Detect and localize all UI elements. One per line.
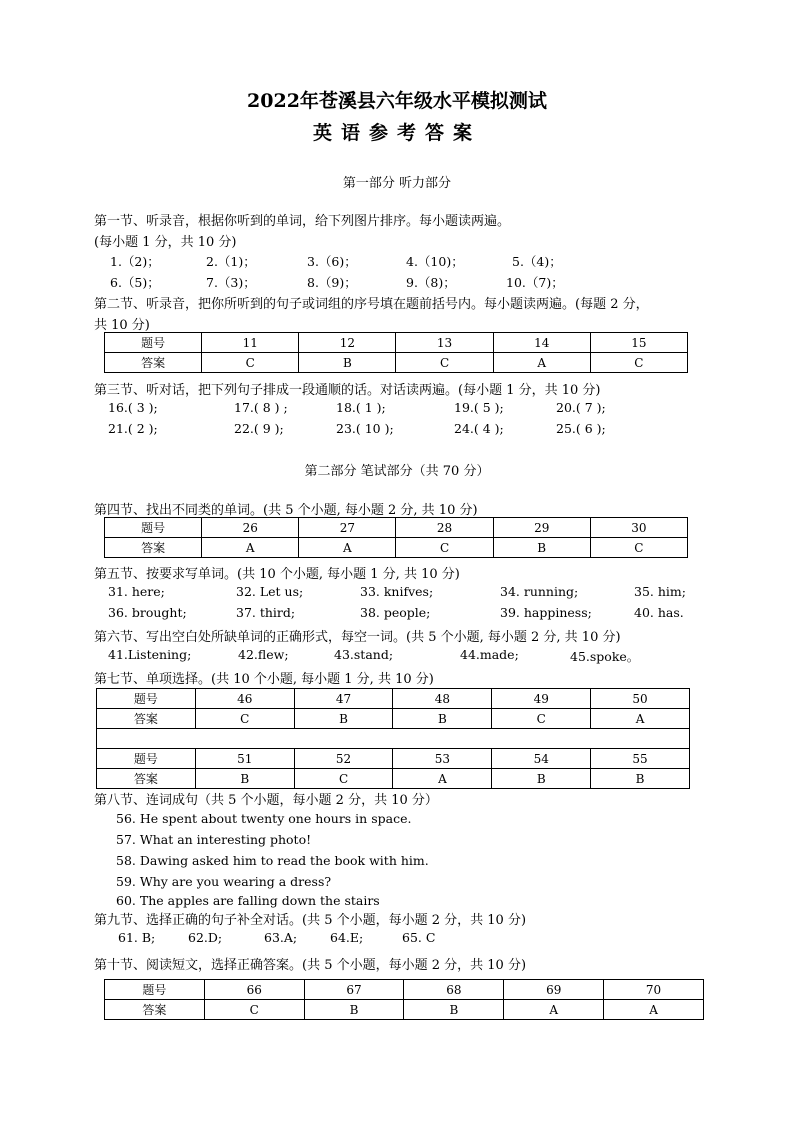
part2-title: 第二部分 笔试部分（共 70 分） xyxy=(304,464,490,479)
answer-item: 24.( 4 ); xyxy=(454,421,504,436)
section7-heading: 第七节、单项选择。(共 10 个小题, 每小题 1 分, 共 10 分) xyxy=(94,672,434,687)
section1-score: (每小题 1 分，共 10 分) xyxy=(94,235,237,250)
answer-item: 19.( 5 ); xyxy=(454,400,504,415)
section1-heading: 第一节、听录音，根据你听到的单词，给下列图片排序。每小题读两遍。 xyxy=(94,214,511,229)
question-number: 66 xyxy=(204,980,304,1000)
row-label: 题号 xyxy=(105,333,202,353)
table-row xyxy=(105,353,688,373)
table-row xyxy=(105,333,688,353)
answer-cell: B xyxy=(294,709,393,729)
answer-cell: A xyxy=(202,538,299,558)
question-number: 48 xyxy=(393,689,492,709)
answer-cell: C xyxy=(396,353,493,373)
answer-item: 18.( 1 ); xyxy=(336,400,386,415)
section9-heading: 第九节、选择正确的句子补全对话。(共 5 个小题，每小题 2 分，共 10 分) xyxy=(94,913,527,928)
question-number: 70 xyxy=(604,980,704,1000)
answer-item: 8.（9)； xyxy=(307,275,357,290)
question-number: 52 xyxy=(294,749,393,769)
section5-heading: 第五节、按要求写单词。(共 10 个小题, 每小题 1 分, 共 10 分) xyxy=(94,567,460,582)
answer-item: 23.( 10 ); xyxy=(336,421,394,436)
section4-heading: 第四节、找出不同类的单词。(共 5 个小题, 每小题 2 分, 共 10 分) xyxy=(94,503,478,518)
answer-cell: B xyxy=(591,769,690,789)
answer-item: 4.（10)； xyxy=(406,254,464,269)
answer-cell: C xyxy=(590,538,687,558)
answer-item: 7.（3)； xyxy=(206,275,256,290)
table-row xyxy=(97,769,690,789)
table-row xyxy=(105,518,688,538)
answer-cell: A xyxy=(604,1000,704,1020)
answer-item: 10.（7)； xyxy=(506,275,564,290)
answer-item: 40. has. xyxy=(634,605,684,620)
section8-heading: 第八节、连词成句（共 5 个小题，每小题 2 分，共 10 分） xyxy=(94,793,438,808)
answer-item: 33. knifves; xyxy=(360,584,434,599)
answer-cell: C xyxy=(396,538,493,558)
table-spacer-row xyxy=(97,729,690,749)
answer-cell: C xyxy=(204,1000,304,1020)
answer-item: 64.E; xyxy=(330,930,364,945)
answer-cell: C xyxy=(294,769,393,789)
page-subtitle: 英语参考答案 xyxy=(312,122,481,144)
row-label: 题号 xyxy=(97,689,196,709)
answer-cell: B xyxy=(195,769,294,789)
answer-item: 25.( 6 ); xyxy=(556,421,606,436)
answer-item: 43.stand; xyxy=(334,647,394,662)
question-number: 13 xyxy=(396,333,493,353)
question-number: 69 xyxy=(504,980,604,1000)
answer-item: 39. happiness; xyxy=(500,605,592,620)
table-row xyxy=(97,749,690,769)
answer-item: 16.( 3 ); xyxy=(108,400,158,415)
section7-answer-table xyxy=(96,688,690,789)
question-number: 46 xyxy=(195,689,294,709)
page-title: 2022年苍溪县六年级水平模拟测试 xyxy=(247,90,547,112)
spacer-cell xyxy=(97,729,690,749)
answer-item: 44.made; xyxy=(460,647,519,662)
answer-item: 61. B; xyxy=(118,930,156,945)
answer-cell: A xyxy=(591,709,690,729)
answer-item: 35. him; xyxy=(634,584,686,599)
section2-heading-cont: 共 10 分) xyxy=(94,318,150,333)
section2-answer-table xyxy=(104,332,688,373)
answer-item: 17.( 8 ) ; xyxy=(234,400,288,415)
question-number: 27 xyxy=(299,518,396,538)
sentence-line: 59. Why are you wearing a dress? xyxy=(116,874,332,889)
question-number: 29 xyxy=(493,518,590,538)
question-number: 49 xyxy=(492,689,591,709)
question-number: 12 xyxy=(299,333,396,353)
answer-item: 22.( 9 ); xyxy=(234,421,284,436)
question-number: 51 xyxy=(195,749,294,769)
section10-heading: 第十节、阅读短文，选择正确答案。(共 5 个小题，每小题 2 分，共 10 分) xyxy=(94,958,527,973)
question-number: 53 xyxy=(393,749,492,769)
row-label: 题号 xyxy=(105,518,202,538)
answer-item: 41.Listening; xyxy=(108,647,192,662)
answer-cell: B xyxy=(304,1000,404,1020)
answer-item: 3.（6)； xyxy=(307,254,357,269)
row-label: 答案 xyxy=(105,538,202,558)
answer-cell: C xyxy=(195,709,294,729)
section3-heading: 第三节、听对话，把下列句子排成一段通顺的话。对话读两遍。(每小题 1 分，共 10 分) xyxy=(94,383,601,398)
answer-item: 31. here; xyxy=(108,584,165,599)
answer-item: 20.( 7 ); xyxy=(556,400,606,415)
question-number: 15 xyxy=(590,333,687,353)
question-number: 11 xyxy=(202,333,299,353)
answer-item: 1.（2)； xyxy=(110,254,160,269)
question-number: 14 xyxy=(493,333,590,353)
answer-cell: C xyxy=(590,353,687,373)
answer-item: 34. running; xyxy=(500,584,579,599)
sentence-line: 57. What an interesting photo! xyxy=(116,832,312,847)
answer-item: 42.flew; xyxy=(238,647,289,662)
question-number: 47 xyxy=(294,689,393,709)
answer-cell: A xyxy=(299,538,396,558)
sentence-line: 60. The apples are falling down the stairs xyxy=(116,893,380,908)
section4-answer-table xyxy=(104,517,688,558)
answer-cell: A xyxy=(393,769,492,789)
question-number: 68 xyxy=(404,980,504,1000)
question-number: 54 xyxy=(492,749,591,769)
question-number: 28 xyxy=(396,518,493,538)
row-label: 题号 xyxy=(105,980,205,1000)
answer-item: 62.D; xyxy=(188,930,223,945)
question-number: 67 xyxy=(304,980,404,1000)
answer-cell: B xyxy=(492,769,591,789)
question-number: 26 xyxy=(202,518,299,538)
answer-cell: A xyxy=(493,353,590,373)
answer-item: 63.A; xyxy=(264,930,298,945)
answer-item: 65. C xyxy=(402,930,436,945)
table-row xyxy=(105,1000,704,1020)
answer-item: 9.（8)； xyxy=(406,275,456,290)
row-label: 答案 xyxy=(97,709,196,729)
answer-cell: B xyxy=(493,538,590,558)
table-row xyxy=(97,689,690,709)
answer-cell: B xyxy=(404,1000,504,1020)
answer-cell: C xyxy=(202,353,299,373)
answer-item: 45.spoke。 xyxy=(570,649,640,664)
answer-item: 5.（4)； xyxy=(512,254,562,269)
answer-item: 2.（1)； xyxy=(206,254,256,269)
table-row xyxy=(97,709,690,729)
sentence-line: 58. Dawing asked him to read the book with him. xyxy=(116,853,429,868)
section10-answer-table xyxy=(104,979,704,1020)
answer-cell: B xyxy=(299,353,396,373)
answer-item: 38. people; xyxy=(360,605,431,620)
table-row xyxy=(105,538,688,558)
question-number: 50 xyxy=(591,689,690,709)
table-row xyxy=(105,980,704,1000)
part1-title: 第一部分 听力部分 xyxy=(342,176,452,191)
answer-item: 6.（5)； xyxy=(110,275,160,290)
answer-item: 32. Let us; xyxy=(236,584,304,599)
row-label: 答案 xyxy=(97,769,196,789)
row-label: 答案 xyxy=(105,353,202,373)
answer-cell: C xyxy=(492,709,591,729)
question-number: 30 xyxy=(590,518,687,538)
answer-item: 37. third; xyxy=(236,605,296,620)
sentence-line: 56. He spent about twenty one hours in space. xyxy=(116,811,412,826)
answer-cell: B xyxy=(393,709,492,729)
section2-heading: 第二节、听录音，把你所听到的句子或词组的序号填在题前括号内。每小题读两遍。(每题 2 分， xyxy=(94,297,649,312)
row-label: 答案 xyxy=(105,1000,205,1020)
question-number: 55 xyxy=(591,749,690,769)
answer-item: 36. brought; xyxy=(108,605,187,620)
answer-item: 21.( 2 ); xyxy=(108,421,158,436)
row-label: 题号 xyxy=(97,749,196,769)
section6-heading: 第六节、写出空白处所缺单词的正确形式，每空一词。(共 5 个小题, 每小题 2 分, 共 10 分) xyxy=(94,630,621,645)
answer-cell: A xyxy=(504,1000,604,1020)
